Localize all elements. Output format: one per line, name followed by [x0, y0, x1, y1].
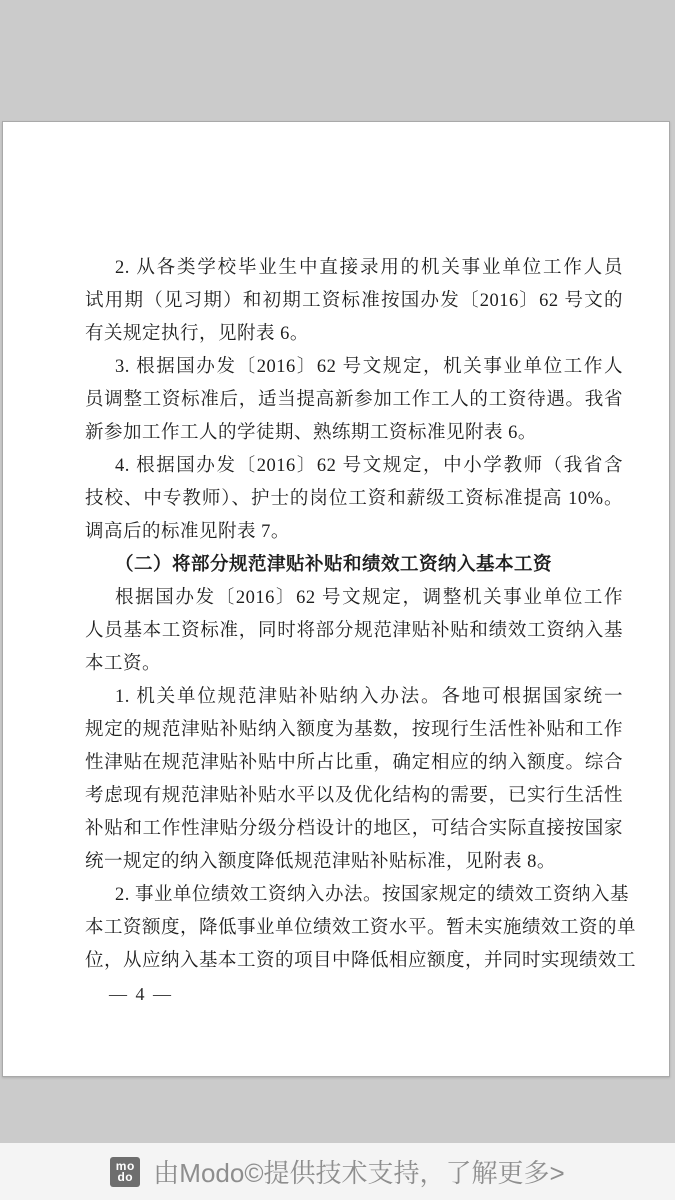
text-line: 2. 事业单位绩效工资纳入办法。按国家规定的绩效工资纳入基 [115, 885, 630, 905]
text-line: 员调整工资标准后，适当提高新参加工作工人的工资待遇。我省 [85, 390, 623, 410]
page-number: — 4 — [109, 984, 173, 1004]
modo-logo-line2: do [117, 1169, 134, 1184]
text-line: 根据国办发〔2016〕62 号文规定，调整机关事业单位工作 [115, 588, 623, 608]
text-line: 1. 机关单位规范津贴补贴纳入办法。各地可根据国家统一 [115, 687, 623, 707]
text-line: 新参加工作工人的学徒期、熟练期工资标准见附表 6。 [85, 423, 537, 443]
text-line: 4. 根据国办发〔2016〕62 号文规定，中小学教师（我省含 [115, 456, 623, 476]
modo-attribution-text: 由Modo©提供技术支持，了解更多> [153, 1158, 565, 1188]
text-line: 试用期（见习期）和初期工资标准按国办发〔2016〕62 号文的 [85, 291, 623, 311]
text-line: 人员基本工资标准，同时将部分规范津贴补贴和绩效工资纳入基 [85, 621, 623, 641]
text-line: 统一规定的纳入额度降低规范津贴补贴标准，见附表 8。 [85, 852, 556, 872]
text-line: 2. 从各类学校毕业生中直接录用的机关事业单位工作人员 [115, 258, 623, 278]
text-line: 有关规定执行，见附表 6。 [85, 324, 309, 344]
text-line: 规定的规范津贴补贴纳入额度为基数，按现行生活性补贴和工作 [85, 720, 623, 740]
text-line: 调高后的标准见附表 7。 [85, 522, 290, 542]
modo-attribution-link[interactable] [0, 1143, 675, 1200]
modo-logo-line1: mo [115, 1158, 135, 1173]
modo-logo-icon [110, 1157, 140, 1187]
text-line: 性津贴在规范津贴补贴中所占比重，确定相应的纳入额度。综合 [85, 753, 623, 773]
text-line: 本工资。 [85, 654, 162, 674]
text-line: （二）将部分规范津贴补贴和绩效工资纳入基本工资 [115, 555, 553, 575]
text-line: 3. 根据国办发〔2016〕62 号文规定，机关事业单位工作人 [115, 357, 623, 377]
document-text [85, 252, 637, 978]
document-page [2, 121, 670, 1077]
text-line: 技校、中专教师）、护士的岗位工资和薪级工资标准提高 10%。 [85, 489, 623, 509]
text-line: 位，从应纳入基本工资的项目中降低相应额度，并同时实现绩效工 [85, 951, 637, 971]
text-line: 本工资额度，降低事业单位绩效工资水平。暂未实施绩效工资的单 [85, 918, 637, 938]
text-line: 考虑现有规范津贴补贴水平以及优化结构的需要，已实行生活性 [85, 786, 623, 806]
text-line: 补贴和工作性津贴分级分档设计的地区，可结合实际直接按国家 [85, 819, 623, 839]
